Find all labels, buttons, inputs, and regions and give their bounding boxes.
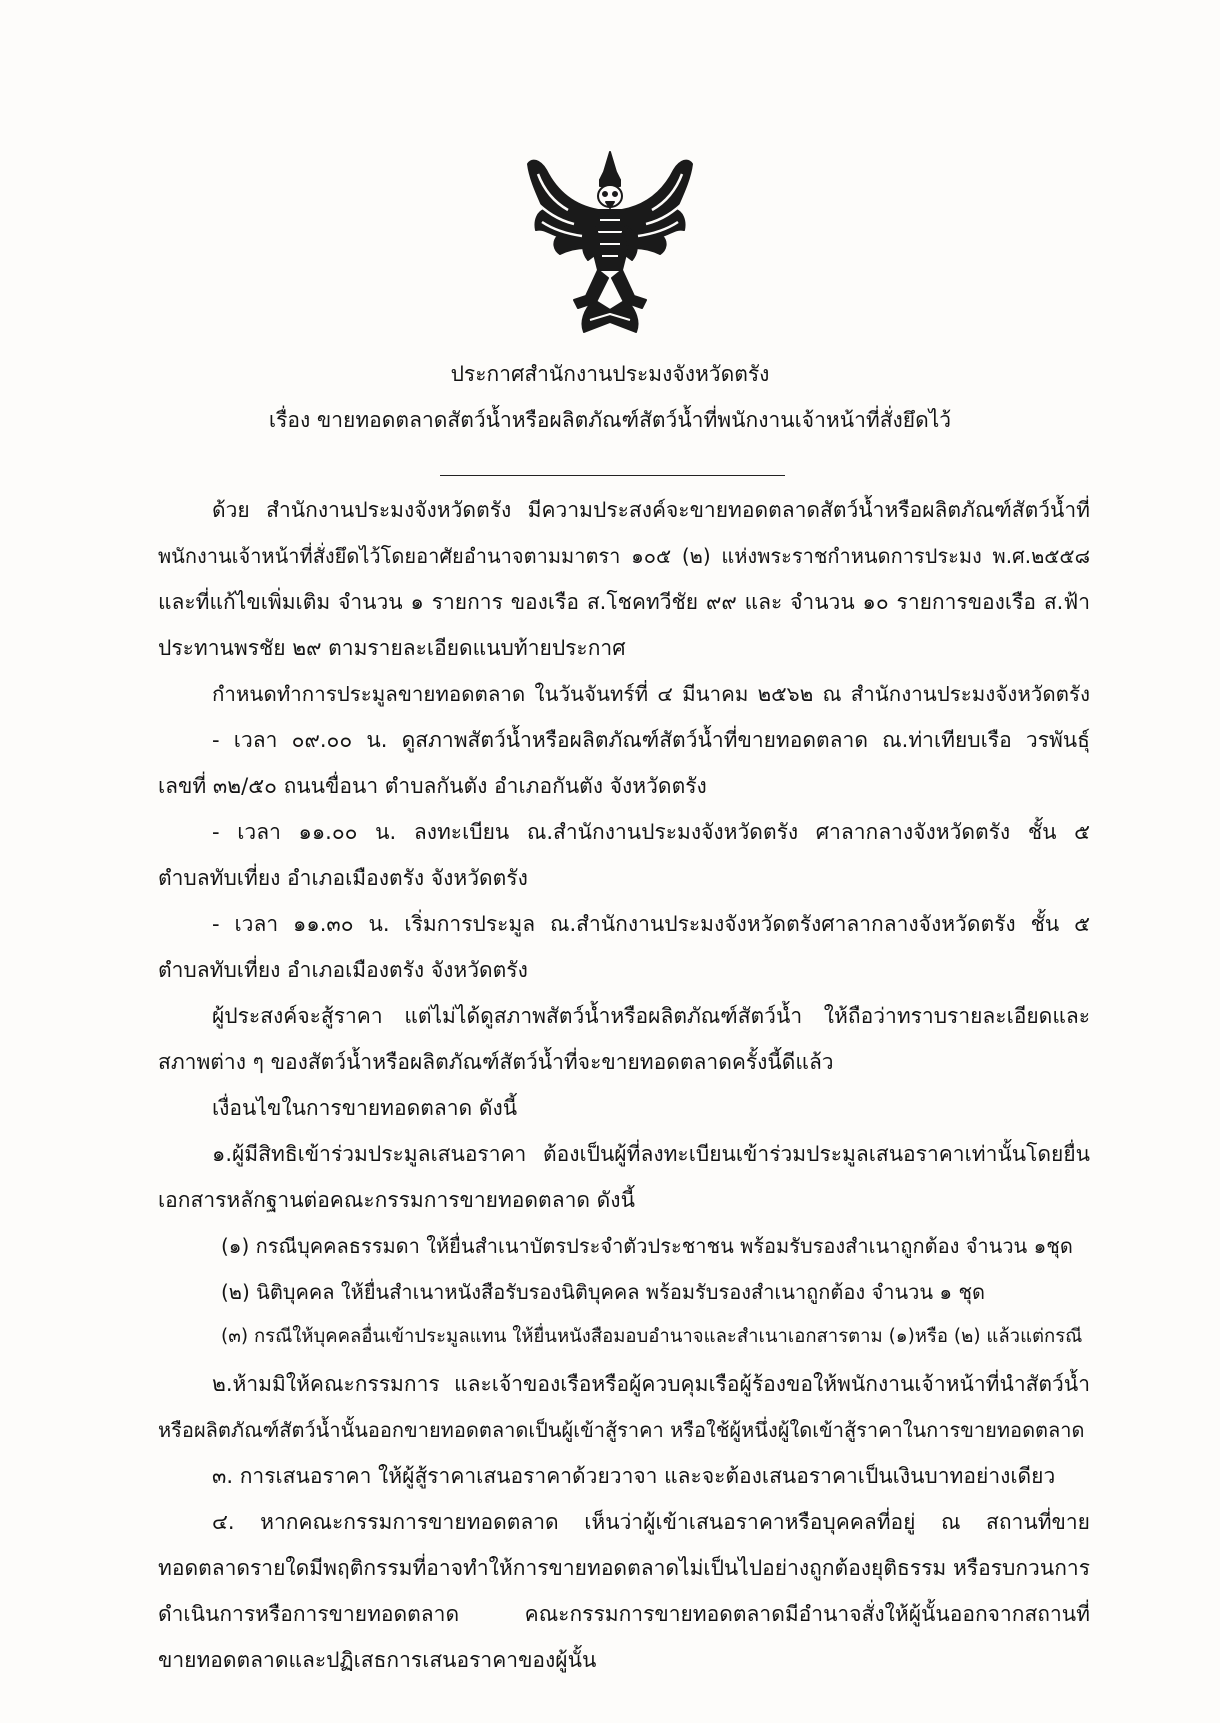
body-line: ๔. หากคณะกรรมการขายทอดตลาด เห็นว่าผู้เข้าเสนอราคาหรือบุคคลที่อยู่ ณ สถานที่ขาย xyxy=(212,1510,1090,1534)
body-line: ดำเนินการหรือการขายทอดตลาด คณะกรรมการขายทอดตลาดมีอำนาจสั่งให้ผู้นั้นออกจากสถานที่ xyxy=(158,1602,1090,1626)
body-line: ขายทอดตลาดและปฏิเสธการเสนอราคาของผู้นั้น xyxy=(158,1648,597,1672)
body-line: เงื่อนไขในการขายทอดตลาด ดังนี้ xyxy=(212,1096,518,1120)
body-line: ๒.ห้ามมิให้คณะกรรมการ และเจ้าของเรือหรือผู้ควบคุมเรือผู้ร้องขอให้พนักงานเจ้าหน้าที่นำสัตว์น้ำ xyxy=(212,1372,1090,1396)
body-line: ประทานพรชัย ๒๙ ตามรายละเอียดแนบท้ายประกาศ xyxy=(158,636,626,660)
body-line: ตำบลทับเที่ยง อำเภอเมืองตรัง จังหวัดตรัง xyxy=(158,866,528,890)
body-line: - เวลา ๑๑.๐๐ น. ลงทะเบียน ณ.สำนักงานประมงจังหวัดตรัง ศาลากลางจังหวัดตรัง ชั้น ๕ xyxy=(212,820,1090,844)
body-line: ตำบลทับเที่ยง อำเภอเมืองตรัง จังหวัดตรัง xyxy=(158,958,528,982)
body-line: ผู้ประสงค์จะสู้ราคา แต่ไม่ได้ดูสภาพสัตว์น้ำหรือผลิตภัณฑ์สัตว์น้ำ ให้ถือว่าทราบรายละเอียดและ xyxy=(212,1004,1090,1028)
body-line: เอกสารหลักฐานต่อคณะกรรมการขายทอดตลาด ดังนี้ xyxy=(158,1188,635,1212)
announcement-subject: เรื่อง ขายทอดตลาดสัตว์น้ำหรือผลิตภัณฑ์สัตว์น้ำที่พนักงานเจ้าหน้าที่สั่งยึดไว้ xyxy=(268,408,952,432)
body-line: - เวลา ๑๑.๓๐ น. เริ่มการประมูล ณ.สำนักงานประมงจังหวัดตรังศาลากลางจังหวัดตรัง ชั้น ๕ xyxy=(212,912,1090,936)
body-line: (๑) กรณีบุคคลธรรมดา ให้ยื่นสำเนาบัตรประจำตัวประชาชน พร้อมรับรองสำเนาถูกต้อง จำนวน ๑ชุด xyxy=(221,1234,1073,1258)
body-line: เลขที่ ๓๒/๕๐ ถนนขื่อนา ตำบลกันตัง อำเภอกันตัง จังหวัดตรัง xyxy=(158,774,707,798)
body-line: ด้วย สำนักงานประมงจังหวัดตรัง มีความประสงค์จะขายทอดตลาดสัตว์น้ำหรือผลิตภัณฑ์สัตว์น้ำที่ xyxy=(212,498,1090,522)
body-line: ๓. การเสนอราคา ให้ผู้สู้ราคาเสนอราคาด้วยวาจา และจะต้องเสนอราคาเป็นเงินบาทอย่างเดียว xyxy=(212,1464,1056,1488)
body-line: กำหนดทำการประมูลขายทอดตลาด ในวันจันทร์ที่ ๔ มีนาคม ๒๕๖๒ ณ สำนักงานประมงจังหวัดตรัง xyxy=(212,682,1090,706)
body-line: (๒) นิติบุคคล ให้ยื่นสำเนาหนังสือรับรองนิติบุคคล พร้อมรับรองสำเนาถูกต้อง จำนวน ๑ ชุด xyxy=(221,1280,986,1304)
announcement-title: ประกาศสำนักงานประมงจังหวัดตรัง xyxy=(450,362,770,386)
body-line: (๓) กรณีให้บุคคลอื่นเข้าประมูลแทน ให้ยื่นหนังสือมอบอำนาจและสำเนาเอกสารตาม (๑)หรือ (๒) แล้วแต่กรณี xyxy=(221,1326,1083,1347)
body-line: - เวลา ๐๙.๐๐ น. ดูสภาพสัตว์น้ำหรือผลิตภัณฑ์สัตว์น้ำที่ขายทอดตลาด ณ.ท่าเทียบเรือ วรพันธุ์ xyxy=(212,728,1090,752)
body-line: สภาพต่าง ๆ ของสัตว์น้ำหรือผลิตภัณฑ์สัตว์น้ำที่จะขายทอดตลาดครั้งนี้ดีแล้ว xyxy=(158,1050,834,1074)
garuda-emblem-icon xyxy=(524,150,696,335)
body-line: และที่แก้ไขเพิ่มเติม จำนวน ๑ รายการ ของเรือ ส.โชคทวีชัย ๙๙ และ จำนวน ๑๐ รายการของเรือ ส.ฟ้า xyxy=(158,590,1090,614)
body-line: ทอดตลาดรายใดมีพฤติกรรมที่อาจทำให้การขายทอดตลาดไม่เป็นไปอย่างถูกต้องยุติธรรม หรือรบกวนการ xyxy=(158,1556,1090,1580)
title-divider xyxy=(440,475,785,476)
body-line: พนักงานเจ้าหน้าที่สั่งยึดไว้โดยอาศัยอำนาจตามมาตรา ๑๐๕ (๒) แห่งพระราชกำหนดการประมง พ.ศ.๒๕๕๘ xyxy=(158,544,1090,568)
body-line: หรือผลิตภัณฑ์สัตว์น้ำนั้นออกขายทอดตลาดเป็นผู้เข้าสู้ราคา หรือใช้ผู้หนึ่งผู้ใดเข้าสู้ราคาในการขายทอดตลาด xyxy=(158,1418,1085,1442)
body-line: ๑.ผู้มีสิทธิเข้าร่วมประมูลเสนอราคา ต้องเป็นผู้ที่ลงทะเบียนเข้าร่วมประมูลเสนอราคาเท่านั้นโดยยื่น xyxy=(212,1142,1090,1166)
